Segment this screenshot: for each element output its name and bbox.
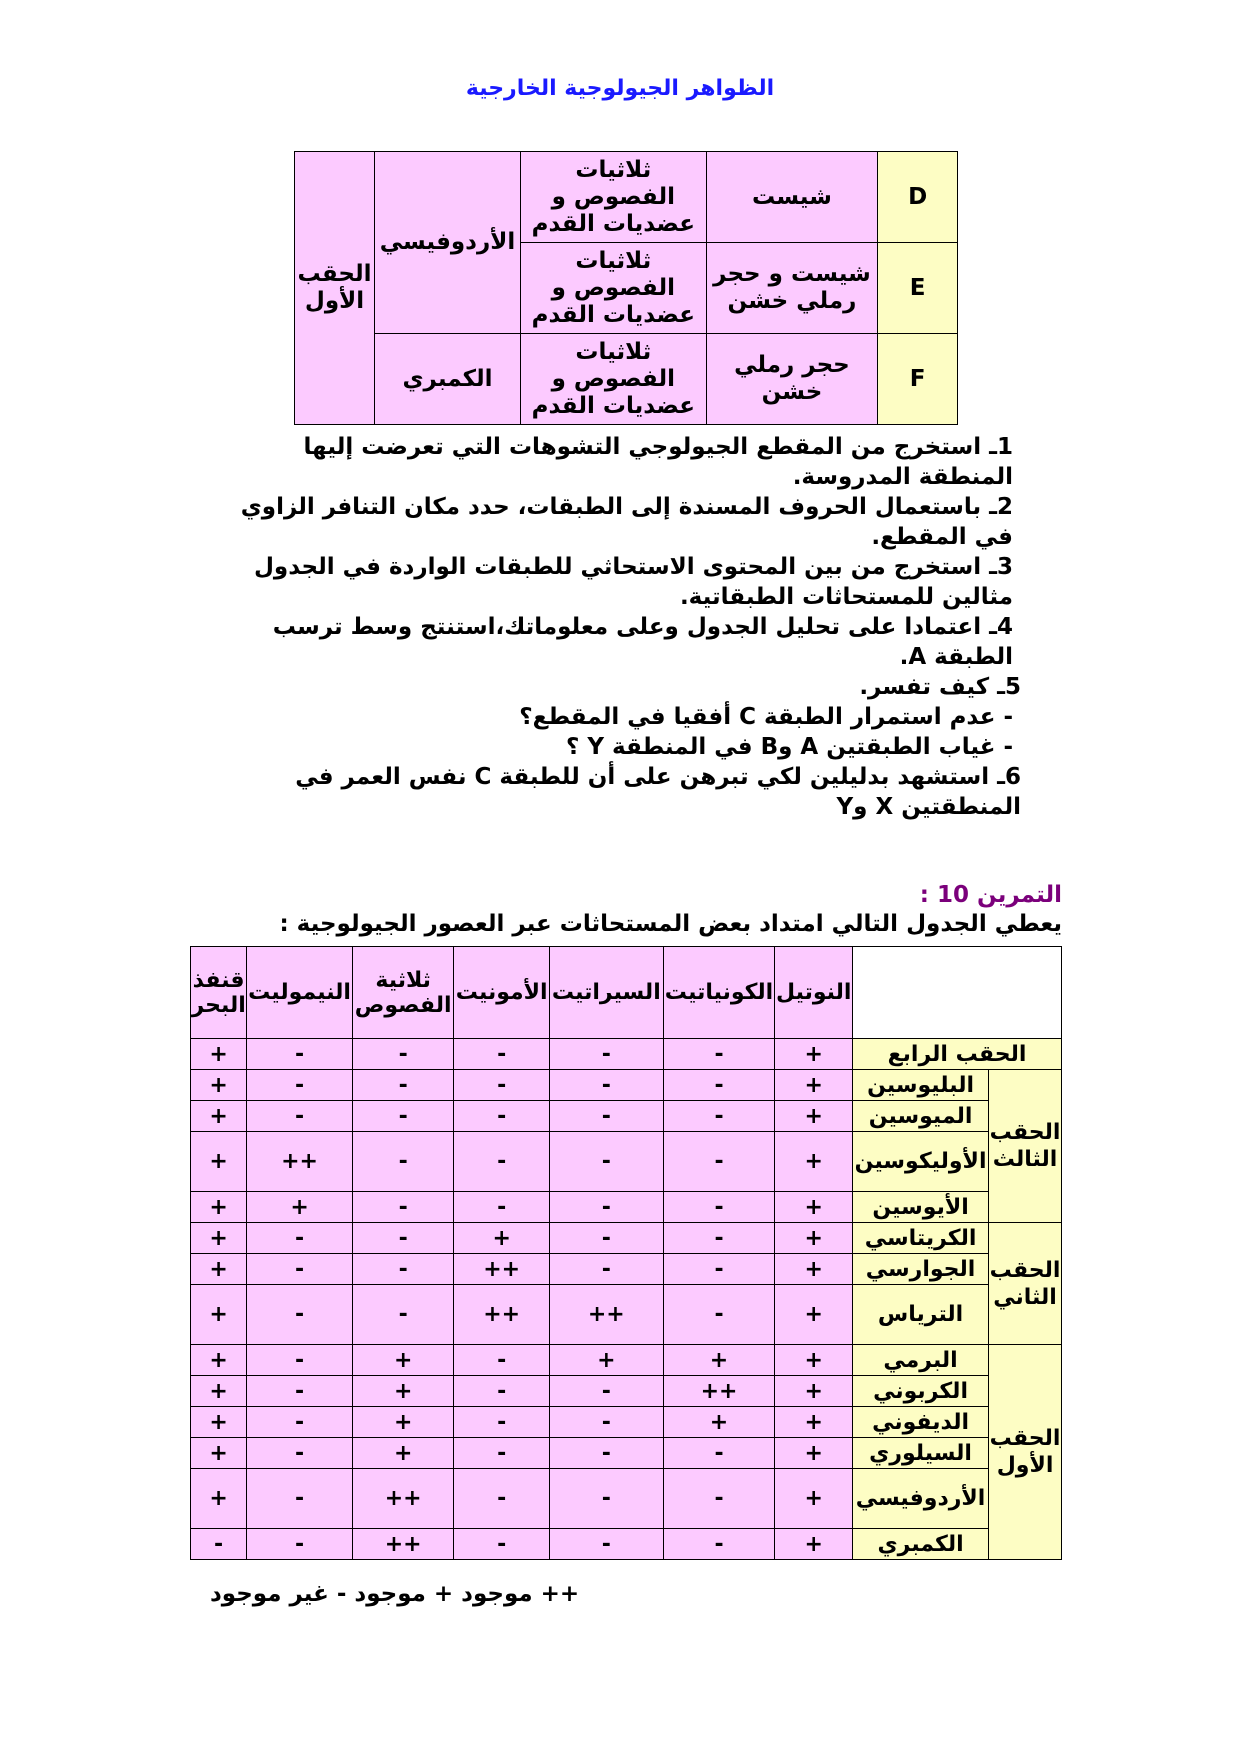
table-row xyxy=(191,1407,1062,1438)
fossil-presence-cell: - xyxy=(549,1039,663,1070)
fossil-content: ثلاثيات الفصوص و عضديات القدم xyxy=(520,334,706,425)
fossil-presence-cell: ++ xyxy=(352,1529,454,1560)
period-name: الترياس xyxy=(853,1285,989,1345)
fossil-presence-cell: - xyxy=(247,1529,353,1560)
layer-letter: E xyxy=(878,243,958,334)
era-name: الحقب الأول xyxy=(295,152,375,425)
fossil-content: ثلاثيات الفصوص و عضديات القدم xyxy=(520,243,706,334)
question: 6ـ استشهد بدليلين لكي تبرهن على أن للطبقة C نفس العمر في المنطقتين X وY xyxy=(295,764,1021,820)
fossil-presence-cell: - xyxy=(454,1345,549,1376)
fossil-presence-cell: + xyxy=(352,1407,454,1438)
legend: ++ موجود + موجود - غير موجود xyxy=(210,1581,580,1607)
fossil-presence-cell: - xyxy=(454,1132,549,1192)
fossil-presence-cell: - xyxy=(663,1438,775,1469)
fossil-presence-cell: - xyxy=(247,1070,353,1101)
fossil-presence-cell: - xyxy=(454,1101,549,1132)
rock-type: شيست و حجر رملي خشن xyxy=(706,243,878,334)
fossil-presence-cell: + xyxy=(191,1438,247,1469)
fossil-presence-cell: - xyxy=(663,1285,775,1345)
question: 3ـ استخرج من بين المحتوى الاستحاثي للطبقات الواردة في الجدول مثالين للمستحاثات الطبقاتية. xyxy=(253,554,1013,610)
fossil-presence-cell: + xyxy=(191,1285,247,1345)
fossil-presence-cell: + xyxy=(775,1469,853,1529)
period-name: الميوسين xyxy=(853,1101,989,1132)
fossil-presence-cell: + xyxy=(191,1039,247,1070)
stratigraphy-table xyxy=(294,151,958,425)
fossil-presence-cell: - xyxy=(247,1101,353,1132)
fossil-presence-cell: + xyxy=(775,1345,853,1376)
column-header: الكونياتيت xyxy=(663,947,775,1039)
table-row xyxy=(191,1192,1062,1223)
table-row xyxy=(191,1376,1062,1407)
exercise-title: التمرين 10 : xyxy=(919,882,1062,908)
fossil-presence-cell: ++ xyxy=(454,1254,549,1285)
fossil-presence-cell: - xyxy=(352,1101,454,1132)
fossil-presence-cell: - xyxy=(663,1254,775,1285)
table-row xyxy=(191,1070,1062,1101)
fossil-presence-cell: ++ xyxy=(454,1285,549,1345)
header-corner xyxy=(853,947,1062,1039)
fossil-presence-cell: - xyxy=(247,1407,353,1438)
era-name: الحقب الأول xyxy=(989,1345,1062,1560)
era-name: الحقب الثالث xyxy=(989,1070,1062,1223)
period-name: الكمبري xyxy=(375,334,521,425)
fossil-presence-cell: + xyxy=(775,1438,853,1469)
fossil-presence-cell: - xyxy=(663,1101,775,1132)
fossil-presence-cell: + xyxy=(352,1376,454,1407)
fossil-presence-cell: + xyxy=(775,1529,853,1560)
fossil-presence-cell: - xyxy=(247,1438,353,1469)
period-name: الأردوفيسي xyxy=(853,1469,989,1529)
fossil-presence-cell: + xyxy=(191,1101,247,1132)
table-row xyxy=(295,334,958,425)
table-row xyxy=(191,1345,1062,1376)
fossil-presence-cell: - xyxy=(454,1376,549,1407)
period-name: السيلوري xyxy=(853,1438,989,1469)
column-header: ثلاثية الفصوص xyxy=(352,947,454,1039)
question: 2ـ باستعمال الحروف المسندة إلى الطبقات، حدد مكان التنافر الزاوي في المقطع. xyxy=(240,494,1013,550)
question: 1ـ استخرج من المقطع الجيولوجي التشوهات التي تعرضت إليها المنطقة المدروسة. xyxy=(303,434,1013,490)
fossil-presence-cell: - xyxy=(454,1529,549,1560)
fossil-presence-cell: - xyxy=(454,1469,549,1529)
fossil-presence-cell: - xyxy=(549,1376,663,1407)
fossil-presence-cell: - xyxy=(247,1285,353,1345)
fossil-presence-cell: ++ xyxy=(352,1469,454,1529)
rock-type: شيست xyxy=(706,152,878,243)
fossil-presence-cell: - xyxy=(663,1039,775,1070)
fossil-presence-cell: + xyxy=(775,1101,853,1132)
fossil-presence-cell: - xyxy=(663,1223,775,1254)
period-name: الأيوسين xyxy=(853,1192,989,1223)
fossil-presence-cell: - xyxy=(549,1529,663,1560)
question: 4ـ اعتمادا على تحليل الجدول وعلى معلوماتك،استنتج وسط ترسب الطبقة A. xyxy=(272,614,1013,670)
fossil-presence-cell: - xyxy=(247,1254,353,1285)
fossil-presence-cell: + xyxy=(775,1254,853,1285)
fossil-presence-cell: - xyxy=(247,1223,353,1254)
fossil-presence-cell: - xyxy=(454,1070,549,1101)
fossil-presence-cell: + xyxy=(191,1070,247,1101)
table-row xyxy=(191,1285,1062,1345)
era-name: الحقب الثاني xyxy=(989,1223,1062,1345)
fossil-presence-cell: + xyxy=(775,1407,853,1438)
table-header-row xyxy=(191,947,1062,1039)
fossil-presence-cell: + xyxy=(775,1039,853,1070)
fossil-presence-cell: - xyxy=(191,1529,247,1560)
period-name: الأردوفيسي xyxy=(375,152,521,334)
page-title: الظواهر الجيولوجية الخارجية xyxy=(465,76,775,101)
fossil-presence-cell: + xyxy=(454,1223,549,1254)
period-name: البليوسين xyxy=(853,1070,989,1101)
table-row xyxy=(191,1529,1062,1560)
fossil-presence-cell: + xyxy=(191,1132,247,1192)
fossil-presence-cell: - xyxy=(663,1192,775,1223)
fossil-range-table xyxy=(190,946,1062,1560)
fossil-presence-cell: ++ xyxy=(549,1285,663,1345)
period-name: الكريتاسي xyxy=(853,1223,989,1254)
period-name: الكمبري xyxy=(853,1529,989,1560)
fossil-presence-cell: + xyxy=(191,1376,247,1407)
fossil-presence-cell: + xyxy=(191,1469,247,1529)
table-row xyxy=(191,1101,1062,1132)
fossil-presence-cell: - xyxy=(549,1254,663,1285)
fossil-presence-cell: - xyxy=(549,1438,663,1469)
column-header: النيموليت xyxy=(247,947,353,1039)
fossil-presence-cell: - xyxy=(352,1070,454,1101)
fossil-presence-cell: + xyxy=(775,1070,853,1101)
fossil-presence-cell: - xyxy=(663,1529,775,1560)
exercise-intro: يعطي الجدول التالي امتداد بعض المستحاثات عبر العصور الجيولوجية : xyxy=(279,912,1062,937)
layer-letter: D xyxy=(878,152,958,243)
rock-type: حجر رملي خشن xyxy=(706,334,878,425)
fossil-presence-cell: - xyxy=(247,1469,353,1529)
fossil-presence-cell: + xyxy=(352,1345,454,1376)
fossil-presence-cell: - xyxy=(352,1285,454,1345)
question: - غياب الطبقتين A وB في المنطقة Y ؟ xyxy=(565,734,1013,760)
period-name: الكربوني xyxy=(853,1376,989,1407)
fossil-presence-cell: - xyxy=(352,1254,454,1285)
fossil-presence-cell: + xyxy=(549,1345,663,1376)
period-name: الأوليكوسين xyxy=(853,1132,989,1192)
fossil-presence-cell: - xyxy=(549,1070,663,1101)
table-row xyxy=(295,152,958,243)
fossil-presence-cell: + xyxy=(191,1223,247,1254)
fossil-presence-cell: + xyxy=(775,1285,853,1345)
fossil-presence-cell: - xyxy=(663,1132,775,1192)
fossil-presence-cell: - xyxy=(549,1132,663,1192)
table-row xyxy=(191,1469,1062,1529)
question: - عدم استمرار الطبقة C أفقيا في المقطع؟ xyxy=(519,704,1013,730)
fossil-presence-cell: + xyxy=(775,1132,853,1192)
fossil-presence-cell: + xyxy=(191,1254,247,1285)
fossil-presence-cell: - xyxy=(549,1407,663,1438)
table-row xyxy=(191,1132,1062,1192)
fossil-presence-cell: - xyxy=(663,1469,775,1529)
fossil-presence-cell: - xyxy=(454,1039,549,1070)
fossil-presence-cell: + xyxy=(191,1192,247,1223)
era-name: الحقب الرابع xyxy=(853,1039,1062,1070)
fossil-presence-cell: + xyxy=(191,1407,247,1438)
table-row xyxy=(191,1438,1062,1469)
table-row xyxy=(191,1039,1062,1070)
column-header: النوتيل xyxy=(775,947,853,1039)
fossil-presence-cell: + xyxy=(247,1192,353,1223)
fossil-presence-cell: - xyxy=(454,1192,549,1223)
fossil-presence-cell: - xyxy=(549,1101,663,1132)
fossil-presence-cell: - xyxy=(549,1192,663,1223)
layer-letter: F xyxy=(878,334,958,425)
fossil-presence-cell: + xyxy=(191,1345,247,1376)
fossil-presence-cell: + xyxy=(663,1345,775,1376)
fossil-presence-cell: - xyxy=(247,1376,353,1407)
fossil-presence-cell: - xyxy=(247,1039,353,1070)
fossil-presence-cell: ++ xyxy=(663,1376,775,1407)
fossil-presence-cell: - xyxy=(352,1039,454,1070)
column-header: الأمونيت xyxy=(454,947,549,1039)
fossil-presence-cell: - xyxy=(247,1345,353,1376)
question: 5ـ كيف تفسر. xyxy=(859,674,1021,700)
period-name: الجوارسي xyxy=(853,1254,989,1285)
questions-list xyxy=(225,432,1035,822)
column-header: السيراتيت xyxy=(549,947,663,1039)
fossil-presence-cell: + xyxy=(352,1438,454,1469)
fossil-content: ثلاثيات الفصوص و عضديات القدم xyxy=(520,152,706,243)
period-name: البرمي xyxy=(853,1345,989,1376)
fossil-presence-cell: - xyxy=(352,1223,454,1254)
fossil-presence-cell: - xyxy=(549,1223,663,1254)
fossil-presence-cell: + xyxy=(775,1223,853,1254)
fossil-presence-cell: - xyxy=(549,1469,663,1529)
fossil-presence-cell: - xyxy=(454,1407,549,1438)
fossil-presence-cell: + xyxy=(775,1376,853,1407)
fossil-presence-cell: - xyxy=(663,1070,775,1101)
fossil-presence-cell: - xyxy=(352,1192,454,1223)
fossil-presence-cell: + xyxy=(663,1407,775,1438)
fossil-presence-cell: - xyxy=(454,1438,549,1469)
fossil-presence-cell: - xyxy=(352,1132,454,1192)
fossil-presence-cell: + xyxy=(775,1192,853,1223)
fossil-presence-cell: ++ xyxy=(247,1132,353,1192)
table-row xyxy=(191,1254,1062,1285)
table-row xyxy=(191,1223,1062,1254)
period-name: الديفوني xyxy=(853,1407,989,1438)
column-header: قنفذ البحر xyxy=(191,947,247,1039)
